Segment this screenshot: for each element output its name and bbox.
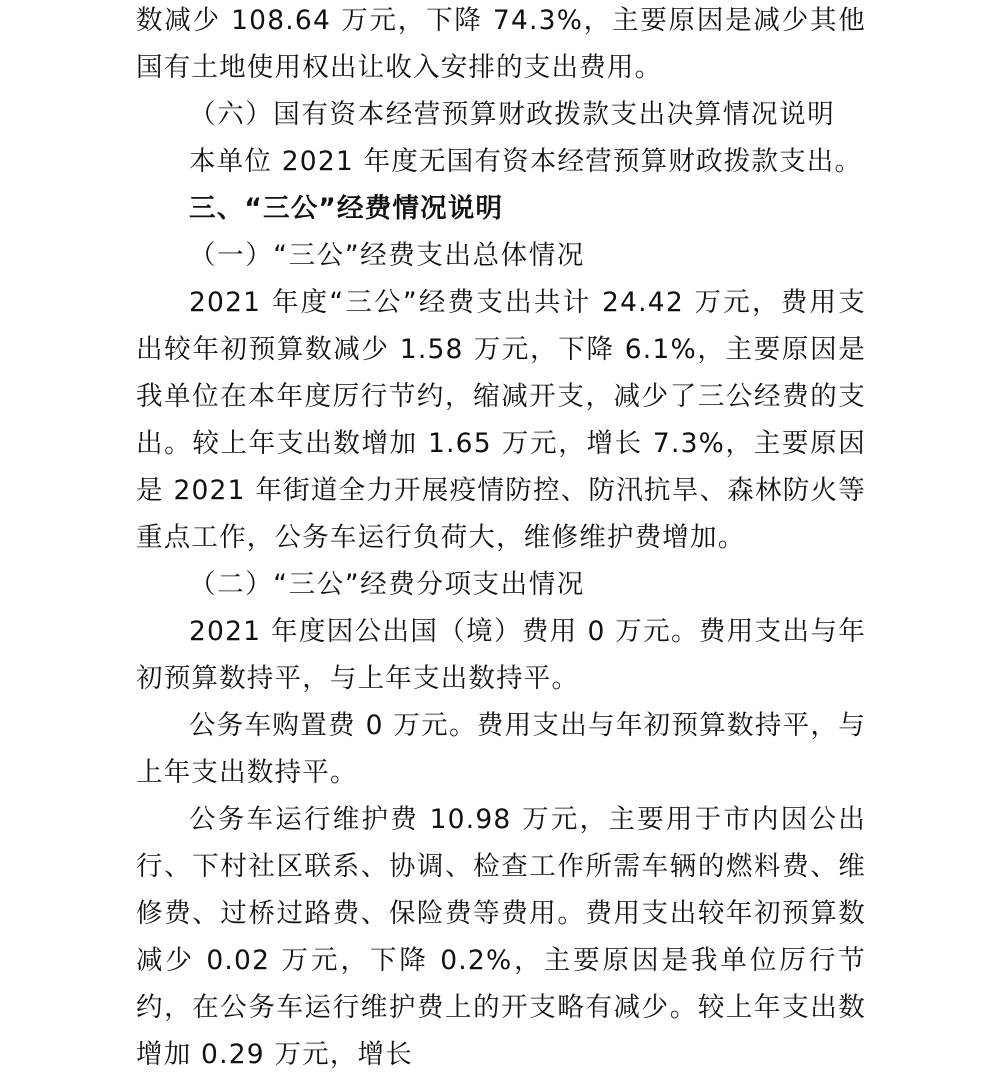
section-heading-three-public-expenses: 三、“三公”经费情况说明	[189, 193, 504, 224]
paragraph-vehicle-operation-expense: 公务车运行维护费 10.98 万元，主要用于市内因公出行、下村社区联系、协调、检查工作所需车辆的燃料费、维修费、过桥过路费、保险费等费用。费用支出较年初预算数减少 0.02 万元，下降 0.2%，主要原因是我单位厉行节约，在公务车运行维护费上的开支略有减少。较上年支出数增加 0.29 万元，增长	[136, 804, 866, 1070]
document-body	[136, 0, 866, 1078]
paragraph-no-state-capital-expense: 本单位 2021 年度无国有资本经营预算财政拨款支出。	[189, 146, 863, 177]
subheading-state-capital-budget: （六）国有资本经营预算财政拨款支出决算情况说明	[189, 99, 836, 130]
paragraph-overseas-travel-expense: 2021 年度因公出国（境）费用 0 万元。费用支出与年初预算数持平，与上年支出数持平。	[136, 616, 866, 694]
subheading-overall-expense: （一）“三公”经费支出总体情况	[189, 240, 585, 271]
paragraph-vehicle-purchase-expense: 公务车购置费 0 万元。费用支出与年初预算数持平，与上年支出数持平。	[136, 710, 866, 788]
paragraph-overall-expense: 2021 年度“三公”经费支出共计 24.42 万元，费用支出较年初预算数减少 1.58 万元，下降 6.1%，主要原因是我单位在本年度厉行节约，缩减开支，减少了三公经费的支出。较上年支出数增加 1.65 万元，增长 7.3%，主要原因是 2021 年街道全力开展疫情防控、防汛抗旱、森林防火等重点工作，公务车运行负荷大，维修维护费增加。	[136, 287, 866, 553]
paragraph-land-use-expense: 数减少 108.64 万元，下降 74.3%，主要原因是减少其他国有土地使用权出让收入安排的支出费用。	[136, 5, 866, 83]
subheading-itemized-expense: （二）“三公”经费分项支出情况	[189, 569, 585, 600]
